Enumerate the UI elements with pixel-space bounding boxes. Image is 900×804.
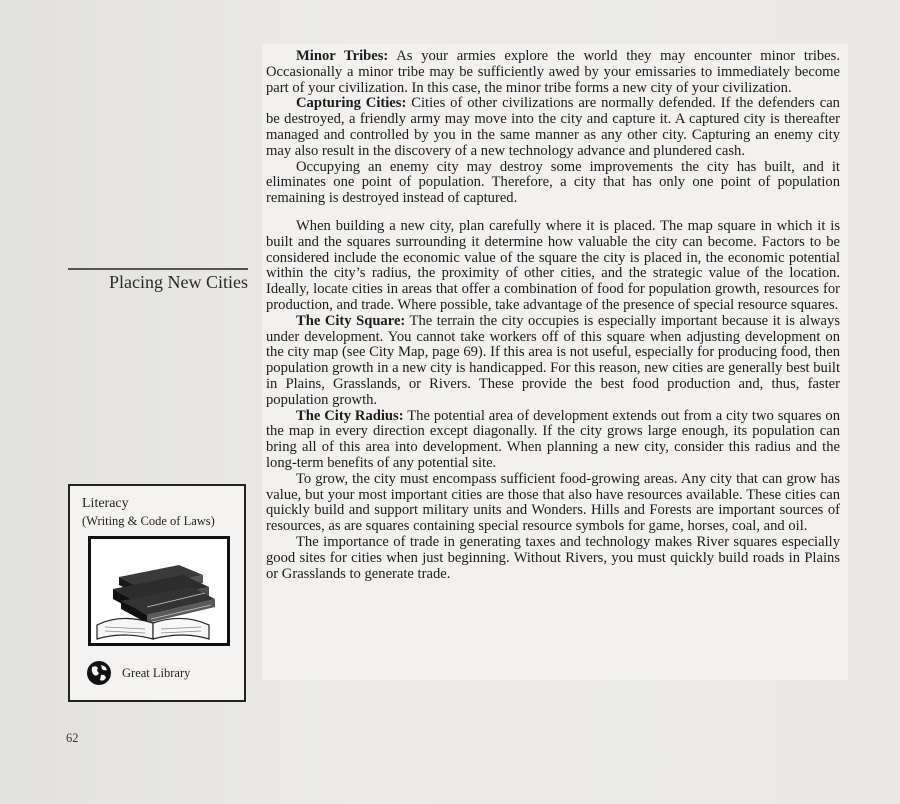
paragraph-text: Occupying an enemy city may destroy some improvements the city has built, and it eliminates one point of population. Therefore, a city that has only one point of population remaining is destroyed instead of captured. xyxy=(266,158,840,207)
paragraph-city-square xyxy=(266,314,840,409)
paragraph-text: When building a new city, plan carefully where it is placed. The map square in which it is built and the squares surrounding it determine how valuable the city can become. Factors to be considered include the economic value of the square the city is placed in, the economic potential within the city’s radius, the proximity of other cities, and the strategic value of the location. Ideally, locate cities in areas that offer a combination of food for population growth, resources for production, and trade. Where possible, take advantage of the presence of special resource squares. xyxy=(266,217,840,313)
paragraph-trade xyxy=(266,535,840,582)
paragraph-text: The importance of trade in generating taxes and technology makes River squares especially good sites for cities when just beginning. Without Rivers, you must quickly build roads in Plains or Grasslands to generate trade. xyxy=(266,533,840,582)
paragraph-minor-tribes xyxy=(266,49,840,96)
paragraph-capturing-cities xyxy=(266,96,840,159)
section-heading: Placing New Cities xyxy=(109,272,248,292)
paragraph-text: The potential area of development extends out from a city two squares on the map in every direction except diagonally. If the city grows large enough, its population can bring all of this area into development. When planning a new city, consider this radius and the long-term benefits of any potential site. xyxy=(266,407,840,471)
paragraph-lead: Capturing Cities: xyxy=(296,95,407,112)
paragraph-text: The terrain the city occupies is especially important because it is always under development. You cannot take workers off of this square when adjusting development on the city map (see City Map, page 69). If this area is not useful, especially for producing food, then population growth in a new city is handicapped. For this reason, new cities are generally best built in Plains, Grasslands, or Rivers. These provide the best food production and, thus, faster population growth. xyxy=(266,312,840,408)
paragraph-text: As your armies explore the world they may encounter minor tribes. Occasionally a minor tribe may be sufficiently awed by your emissaries to immediately become part of your civilization. In this case, the minor tribe forms a new city of your civilization. xyxy=(266,48,840,96)
books-icon xyxy=(91,539,227,643)
books-illustration xyxy=(88,536,230,646)
sidebar-footer-label: Great Library xyxy=(122,666,191,680)
paragraph-city-radius xyxy=(266,409,840,472)
paragraph-lead: The City Radius: xyxy=(296,407,404,424)
paragraph-text: To grow, the city must encompass sufficient food-growing areas. Any city that can grow has value, but your most important cities are those that also have resources available. These cities can quickly build and support military units and Wonders. Hills and Forests are important sources of resources, as are squares containing special resource symbols for game, horses, coal, and oil. xyxy=(266,470,840,535)
paragraph-occupying xyxy=(266,160,840,207)
literacy-sidebar xyxy=(68,484,246,702)
page-number: 62 xyxy=(66,731,79,745)
paragraph-text: Cities of other civilizations are normally defended. If the defenders can be destroyed, a friendly army may move into the city and capture it. A captured city is thereafter managed and controlled by you in the same manner as any other city. Capturing an enemy city may also result in the discovery of a new technology advance and plundered cash. xyxy=(266,95,840,159)
heading-rule xyxy=(68,268,248,270)
paragraph-building-city xyxy=(266,219,840,314)
paragraph-lead: The City Square: xyxy=(296,312,406,329)
globe-icon xyxy=(86,660,112,686)
paragraph-lead: Minor Tribes: xyxy=(296,48,389,64)
sidebar-title: Literacy xyxy=(82,496,129,511)
sidebar-subtitle: (Writing & Code of Laws) xyxy=(82,514,215,528)
paragraph-growth xyxy=(266,472,840,535)
body-text xyxy=(266,49,840,582)
